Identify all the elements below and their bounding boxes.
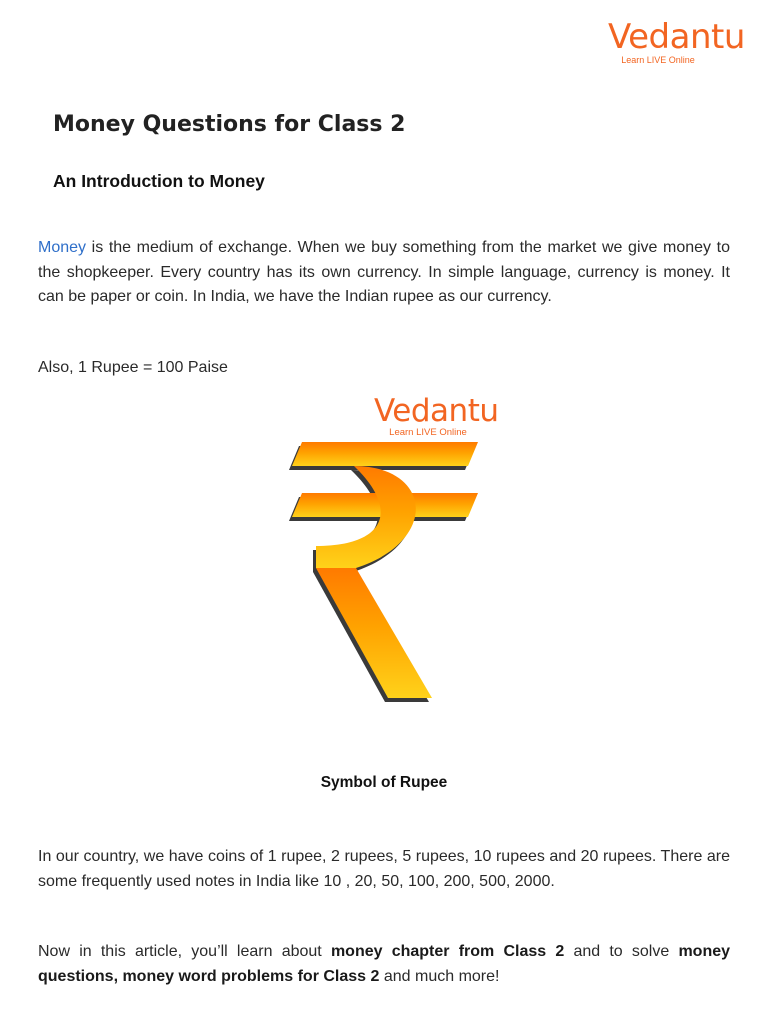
figure-watermark-logo [374, 393, 499, 438]
intro-text: is the medium of exchange. When we buy something from the market we give money to the shopkeeper. Every country has its own currency. In simple language, currency is money. It can be paper or coin. In India, we have the Indian rupee as our currency. [38, 239, 730, 305]
watermark-brand-name: Vedantu [374, 393, 499, 429]
watermark-tagline: Learn LIVE Online [389, 427, 467, 438]
closing-bold-1: money chapter from Class 2 [330, 943, 565, 960]
intro-paragraph [38, 236, 730, 310]
brand-name: Vedantu [608, 17, 745, 57]
closing-text-3: and much more! [379, 967, 500, 985]
coins-paragraph: In our country, we have coins of 1 rupee, 2 rupees, 5 rupees, 10 rupees and 20 rupees. There are some frequently used notes in India like 10 , 20, 50, 100, 200, 500, 2000. [38, 848, 730, 890]
money-link[interactable]: Money [38, 239, 87, 256]
section-heading: An Introduction to Money [53, 171, 265, 191]
closing-paragraph [38, 940, 730, 989]
page-title: Money Questions for Class 2 [53, 112, 406, 137]
brand-logo [608, 17, 745, 65]
brand-tagline: Learn LIVE Online [621, 55, 695, 65]
closing-text-2: and to solve [564, 943, 679, 960]
conversion-text: Also, 1 Rupee = 100 Paise [38, 359, 228, 376]
closing-text-1: Now in this article, you’ll learn about [38, 943, 331, 960]
rupee-symbol-icon [282, 436, 482, 708]
figure-caption: Symbol of Rupee [320, 774, 448, 791]
closing-bold-2: money questions, money word problems for Class 2 [38, 943, 731, 985]
